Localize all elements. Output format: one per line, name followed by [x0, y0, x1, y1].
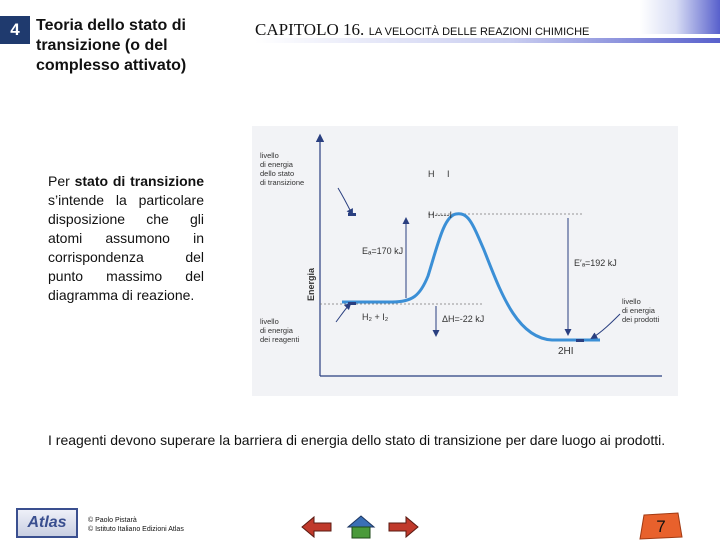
ts-molecule-bottom: H-----I — [428, 210, 452, 220]
definition-term: stato di transizione — [74, 173, 204, 189]
y-axis-label: Energia — [306, 267, 316, 301]
home-button[interactable] — [344, 514, 378, 540]
arrow-right-icon — [389, 517, 418, 537]
slide-number: 4 — [0, 16, 30, 44]
chapter-heading — [255, 20, 589, 40]
products-label-line-1: livello — [622, 297, 641, 306]
prev-slide-button[interactable] — [300, 514, 334, 540]
reagents-label-line-3: dei reagenti — [260, 335, 300, 344]
products-label-line-2: di energia — [622, 306, 655, 315]
arrow-left-icon — [302, 517, 331, 537]
definition-after: s’intende la particolare disposizione che gli atomi assumono in corrispondenza del punto massimo del diagramma di reazione. — [48, 192, 204, 303]
home-icon — [348, 516, 374, 538]
next-slide-button[interactable] — [386, 514, 420, 540]
page-number-badge — [636, 512, 684, 540]
delta-h-label: ΔH=-22 kJ — [442, 314, 485, 324]
ea-forward-label: Eₐ=170 kJ — [362, 246, 404, 256]
reagents-label-line-1: livello — [260, 317, 279, 326]
ts-label-line-3: dello stato — [260, 169, 295, 178]
reactants-label: H₂ + I₂ — [362, 312, 389, 322]
products-label-line-3: dei prodotti — [622, 315, 660, 324]
reactant-level-marker — [348, 302, 356, 305]
summary-paragraph: I reagenti devono superare la barriera di energia dello stato di transizione per dare luogo ai prodotti. — [48, 432, 666, 448]
chapter-subtitle: LA VELOCITÀ DELLE REAZIONI CHIMICHE — [368, 26, 590, 38]
reagents-label-line-2: di energia — [260, 326, 293, 335]
ts-label-line-2: di energia — [260, 160, 293, 169]
page-number: 7 — [656, 517, 666, 536]
ts-label-line-1: livello — [260, 151, 279, 160]
products-label: 2HI — [558, 346, 574, 357]
ea-reverse-label: E′ₐ=192 kJ — [574, 258, 617, 268]
definition-before: Per — [48, 173, 75, 189]
ts-label-line-4: di transizione — [260, 178, 305, 187]
chapter-prefix: CAPITOLO 16. — [255, 20, 365, 39]
ts-level-marker — [348, 213, 356, 216]
credits — [88, 516, 184, 534]
header-gradient-corner — [640, 0, 720, 34]
energy-profile-diagram — [252, 126, 678, 396]
slide-title: Teoria dello stato di transizione (o del complesso attivato) — [36, 17, 187, 74]
product-level-marker — [576, 339, 584, 342]
ts-molecule-top: H I — [428, 169, 450, 179]
definition-paragraph — [48, 172, 204, 305]
credit-publisher: © Istituto Italiano Edizioni Atlas — [88, 526, 184, 533]
credit-author: © Paolo Pistarà — [88, 517, 137, 524]
atlas-logo: Atlas — [16, 508, 78, 538]
